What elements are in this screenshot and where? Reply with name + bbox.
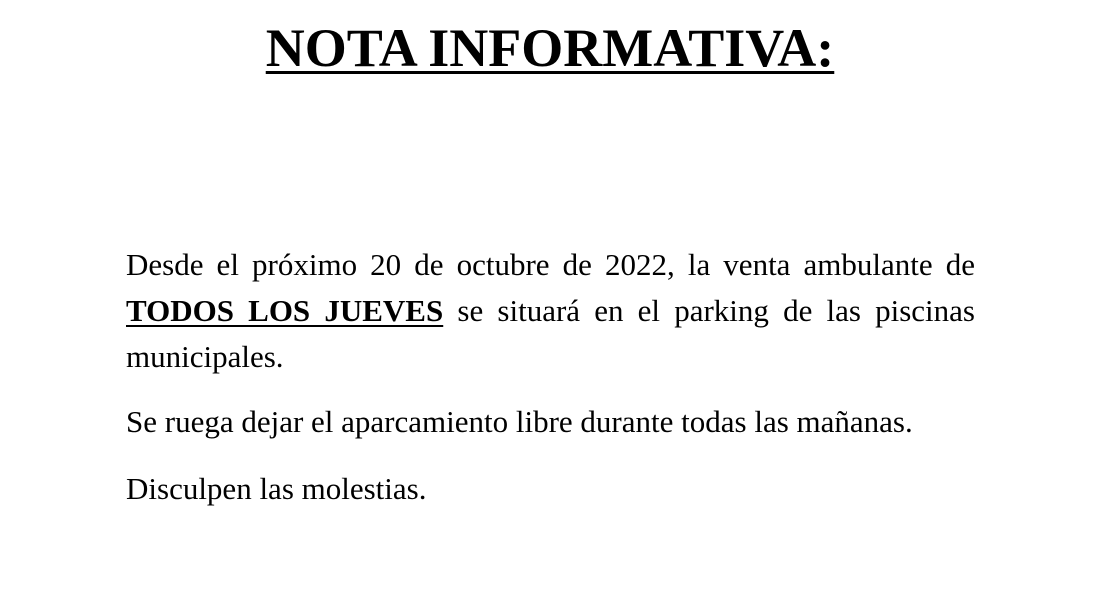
paragraph-relocation-text-start: Desde el próximo 20 de octubre de 2022, la venta ambulante de: [126, 247, 975, 282]
document-title-text: NOTA INFORMATIVA:: [265, 18, 835, 78]
paragraph-parking-request: Se ruega dejar el aparcamiento libre durante todas las mañanas.: [126, 404, 913, 439]
paragraph-relocation-text-end: se situará en el parking de las piscinas municipales.: [126, 293, 975, 374]
document-title: [0, 17, 1100, 79]
paragraph-relocation-notice: [126, 242, 975, 380]
document-body: [126, 242, 975, 512]
paragraph-apology: Disculpen las molestias.: [126, 471, 427, 506]
highlighted-day-text: TODOS LOS JUEVES: [126, 293, 444, 328]
